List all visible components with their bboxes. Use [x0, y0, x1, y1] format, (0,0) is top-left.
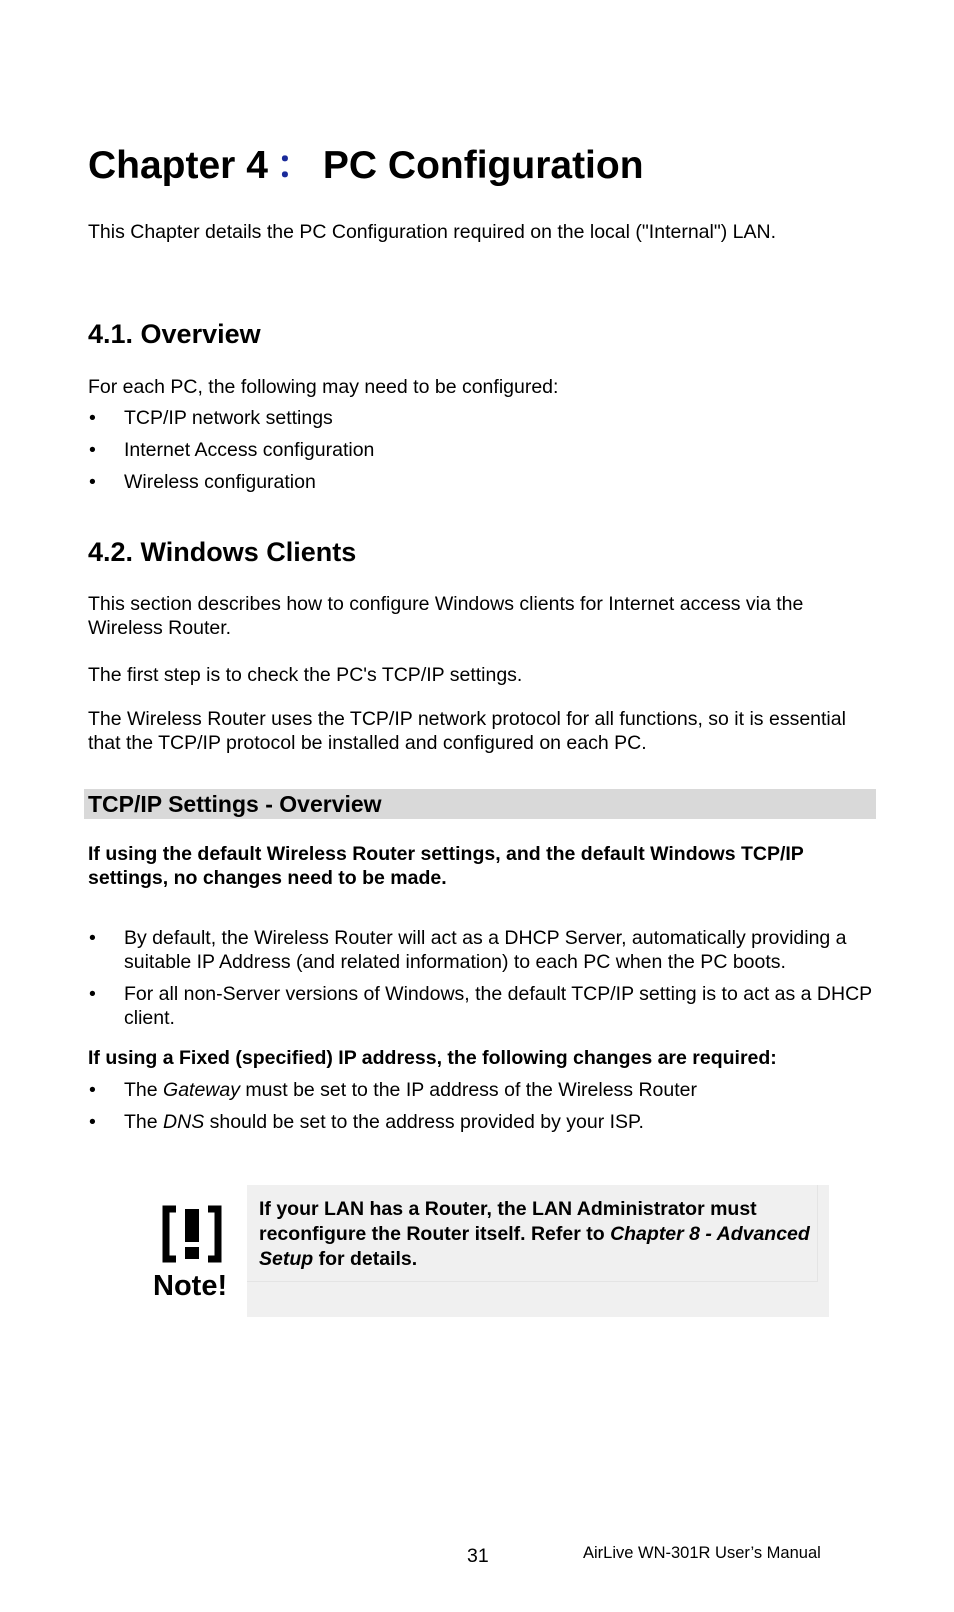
windows-para-3: The Wireless Router uses the TCP/IP network protocol for all functions, so it is essential that the TCP/IP protocol be installed and configured on each PC.	[88, 708, 846, 754]
bullet-icon: •	[89, 1079, 96, 1101]
defaults-list	[88, 926, 888, 1030]
list-item: • By default, the Wireless Router will act as a DHCP Server, automatically providing a suitable IP Address (and related information) to each PC when the PC boots.	[89, 927, 847, 973]
chapter-colon: ：	[275, 144, 315, 187]
overview-heading: 4.1. Overview	[88, 319, 261, 349]
note-label: Note!	[153, 1270, 228, 1302]
list-item: • The DNS should be set to the address provided by your ISP.	[89, 1111, 644, 1133]
windows-heading: 4.2. Windows Clients	[88, 537, 357, 567]
overview-lead: For each PC, the following may need to be configured:	[88, 376, 559, 398]
bullet-icon: •	[89, 471, 96, 493]
footer-manual-title: AirLive WN-301R User’s Manual	[583, 1544, 821, 1562]
chapter-name: PC Configuration	[322, 144, 644, 187]
gateway-term: Gateway	[163, 1079, 240, 1101]
fixed-ip-list	[88, 1078, 868, 1134]
list-item: • The Gateway must be set to the IP address of the Wireless Router	[89, 1079, 698, 1101]
list-item: • Wireless configuration	[89, 471, 316, 493]
bullet-icon: •	[89, 983, 96, 1005]
note-text: If your LAN has a Router, the LAN Administrator must reconfigure the Router itself. Refer to Chapter 8 - Advanced Setup for details.	[259, 1198, 810, 1270]
tcpip-heading-band	[84, 789, 876, 819]
page-number: 31	[467, 1545, 489, 1567]
bullet-icon: •	[89, 927, 96, 949]
list-item: • Internet Access configuration	[89, 439, 375, 461]
bullet-icon: •	[89, 1111, 96, 1133]
overview-list	[88, 406, 868, 494]
note-box	[247, 1185, 829, 1317]
list-item: • For all non-Server versions of Windows, the default TCP/IP setting is to act as a DHCP client.	[89, 983, 872, 1029]
bullet-icon: •	[89, 439, 96, 461]
windows-para-2: The first step is to check the PC's TCP/IP settings.	[88, 664, 523, 686]
dns-term: DNS	[163, 1111, 205, 1133]
fixed-ip-note: If using a Fixed (specified) IP address, the following changes are required:	[88, 1047, 777, 1069]
default-settings-note: If using the default Wireless Router settings, and the default Windows TCP/IP settings, no changes need to be made.	[88, 843, 804, 889]
chapter-number: Chapter 4	[88, 144, 268, 187]
note-chapter-ref: Chapter 8 - Advanced Setup	[259, 1223, 810, 1270]
tcpip-heading: TCP/IP Settings - Overview	[88, 791, 382, 817]
list-item: • TCP/IP network settings	[89, 407, 333, 429]
chapter-intro: This Chapter details the PC Configuration required on the local ("Internal") LAN.	[88, 221, 777, 243]
windows-para-1: This section describes how to configure Windows clients for Internet access via the Wireless Router.	[88, 593, 804, 639]
note-exclamation-icon	[162, 1205, 222, 1263]
bullet-icon: •	[89, 407, 96, 429]
chapter-title	[88, 134, 644, 190]
